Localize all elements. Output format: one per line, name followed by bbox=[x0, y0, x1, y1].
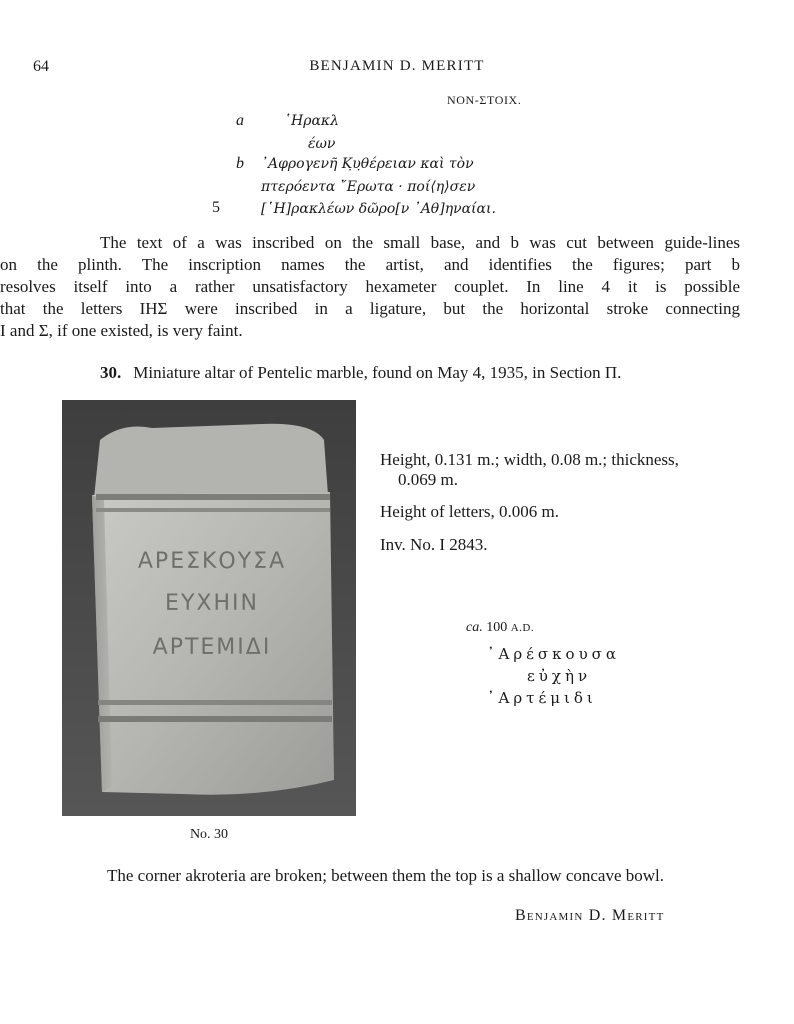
inscription-line: ᾽Αφρογενῆ Κ̣υ̣θέρειαν καὶ τὸν bbox=[261, 156, 474, 172]
stone-text-line: ΑΡΕΣΚΟΥΣΑ bbox=[137, 549, 287, 574]
inscription-line: έων bbox=[308, 136, 336, 152]
commentary-line: that the letters ΙΗΣ were inscribed in a ligature, but the horizontal stroke connecting bbox=[0, 299, 740, 318]
line-label-b: b bbox=[236, 155, 244, 172]
inscription-line: πτερόεντα ῎Ερωτα · ποί⟨η⟩σεν bbox=[261, 179, 476, 195]
inscription-line: [῾Η]ρακλέων δῶρο[ν ᾽Αθ]ηναίαι. bbox=[261, 201, 496, 217]
closing-note: The corner akroteria are broken; between them the top is a shallow concave bowl. bbox=[107, 866, 664, 885]
page-number: 64 bbox=[33, 58, 49, 75]
measurement-letter-height: Height of letters, 0.006 m. bbox=[380, 502, 559, 521]
line-number-5: 5 bbox=[212, 199, 220, 216]
commentary-paragraph bbox=[0, 232, 740, 342]
measurement-dimensions: Height, 0.131 m.; width, 0.08 m.; thickness, bbox=[380, 450, 679, 469]
transcription-line: ᾽Αρτέμιδι bbox=[487, 689, 597, 707]
entry-description: Miniature altar of Pentelic marble, found on May 4, 1935, in Section Π. bbox=[133, 363, 622, 382]
entry-number: 30. bbox=[100, 363, 122, 382]
author-signature: Benjamin D. Meritt bbox=[515, 907, 665, 924]
commentary-line: Ι and Σ, if one existed, is very faint. bbox=[0, 321, 243, 340]
commentary-line: resolves itself into a rather unsatisfactory hexameter couplet. In line 4 it is possible bbox=[0, 277, 740, 296]
measurement-thickness: 0.069 m. bbox=[398, 470, 458, 489]
commentary-line: on the plinth. The inscription names the artist, and identifies the figures; part b bbox=[0, 255, 740, 274]
entry-heading bbox=[100, 363, 621, 383]
transcription-line: ᾽Αρέσκουσα bbox=[487, 645, 621, 663]
altar-illustration bbox=[62, 400, 356, 816]
inventory-number: Inv. No. I 2843. bbox=[380, 535, 488, 554]
altar-photograph bbox=[62, 400, 356, 816]
date-prefix: ca. bbox=[466, 620, 483, 635]
stone-text-line: ΑΡΤΕΜΙΔΙ bbox=[152, 635, 272, 660]
date-line bbox=[466, 620, 534, 636]
transcription-line: εὐχὴν bbox=[527, 667, 592, 685]
line-label-a: a bbox=[236, 112, 244, 129]
non-stoichedon-note: NON-ΣΤΟΙΧ. bbox=[447, 93, 522, 107]
commentary-line: The text of a was inscribed on the small base, and b was cut between guide-lines bbox=[100, 233, 740, 252]
stone-text-line: ΕΥΧΗΙΝ bbox=[165, 591, 259, 616]
figure-caption: No. 30 bbox=[189, 827, 229, 842]
date-value: 100 bbox=[486, 620, 508, 635]
date-era: A.D. bbox=[510, 622, 535, 634]
inscription-line: ῾Ηρακλ bbox=[284, 113, 339, 129]
running-title: BENJAMIN D. MERITT bbox=[309, 58, 485, 74]
